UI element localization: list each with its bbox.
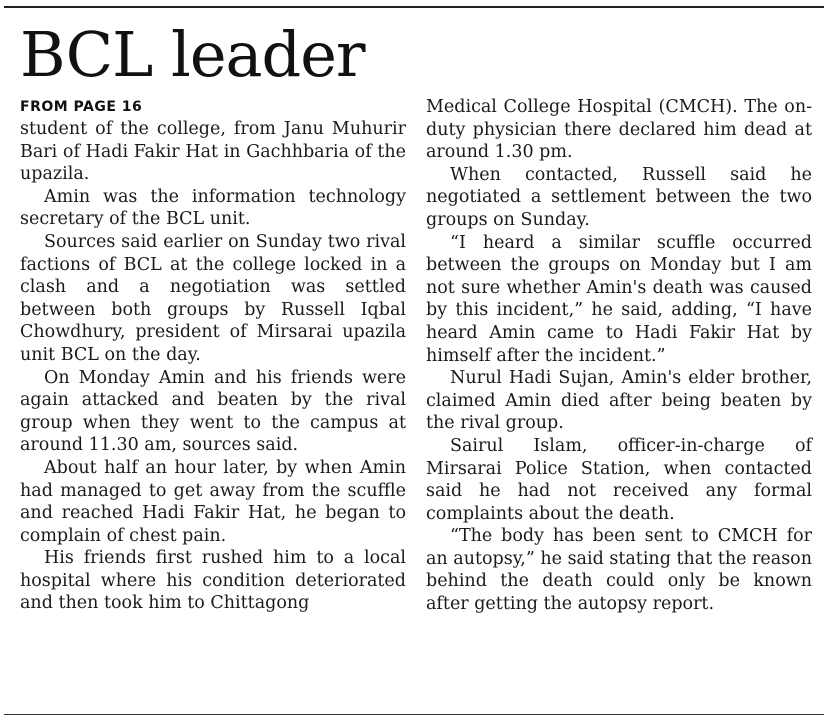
paragraph: On Monday Amin and his friends were again attacked and beaten by the rival group when they went to the campus at around 11.30 am, sources said. [20, 367, 406, 456]
paragraph: His friends first rushed him to a local hospital where his condition deteriorated and then took him to Chittagong [20, 548, 406, 614]
paragraph: “I heard a similar scuffle occurred between the groups on Monday but I am not sure whether Amin's death was caused by this incident,” he said, adding, “I have heard Amin came to Hadi Fakir Hat by himself after the incident.” [426, 232, 812, 366]
paragraph: “The body has been sent to CMCH for an autopsy,” he said stating that the reason behind the death could only be known after getting the autopsy report. [426, 526, 812, 615]
paragraph: student of the college, from Janu Muhurir Bari of Hadi Fakir Hat in Gachhbaria of the upazila. [20, 119, 406, 185]
paragraph: Medical College Hospital (CMCH). The on-duty physician there declared him dead at around 1.30 pm. [426, 97, 812, 163]
paragraph: Nurul Hadi Sujan, Amin's elder brother, claimed Amin died after being beaten by the rival group. [426, 368, 812, 434]
paragraph: Sairul Islam, officer-in-charge of Mirsarai Police Station, when contacted said he had not received any formal complaints about the death. [426, 435, 812, 524]
left-column [20, 96, 406, 616]
paragraph: Sources said earlier on Sunday two rival factions of BCL at the college locked in a clash and a negotiation was settled between both groups by Russell Iqbal Chowdhury, president of Mirsarai upazila unit BCL on the day. [20, 231, 406, 365]
bottom-rule [4, 714, 824, 715]
paragraph: About half an hour later, by when Amin had managed to get away from the scuffle and reached Hadi Fakir Hat, he began to complain of chest pain. [20, 457, 406, 546]
right-column [426, 96, 812, 616]
article-columns [20, 96, 812, 616]
newspaper-article [20, 18, 812, 616]
top-rule [4, 6, 824, 8]
paragraph: Amin was the information technology secretary of the BCL unit. [20, 186, 406, 230]
jump-line: FROM PAGE 16 [20, 99, 143, 115]
article-headline: BCL leader [20, 18, 365, 91]
paragraph: When contacted, Russell said he negotiated a settlement between the two groups on Sunday. [426, 164, 812, 230]
